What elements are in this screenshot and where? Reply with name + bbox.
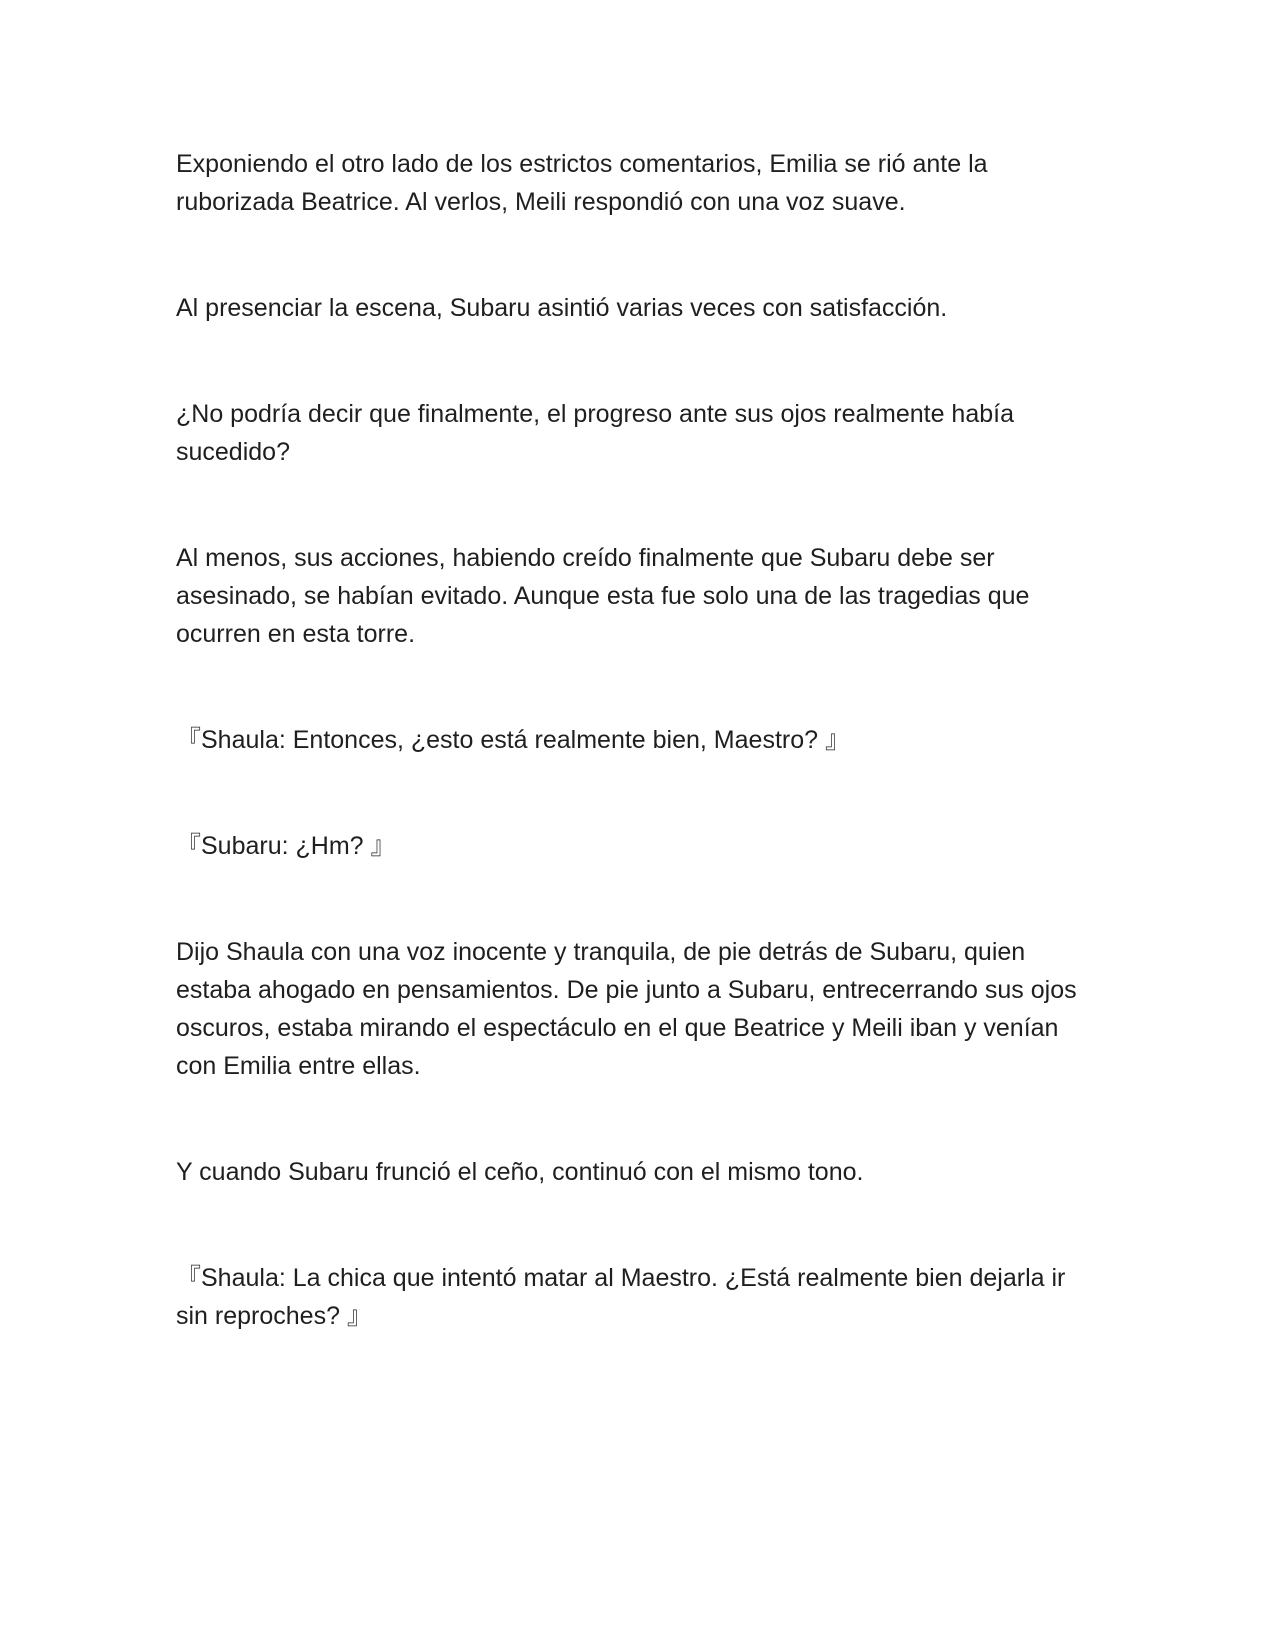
paragraph-5: Dijo Shaula con una voz inocente y tranquila, de pie detrás de Subaru, quien estaba ahogado en pensamientos. De pie junto a Subaru, entrecerrando sus ojos oscuros, estaba mirando el espectáculo en el que Beatrice y Meili iban y venían con Emilia entre ellas. bbox=[176, 938, 1077, 1080]
paragraph-3: ¿No podría decir que finalmente, el progreso ante sus ojos realmente había sucedido? bbox=[176, 400, 1014, 466]
document-page bbox=[176, 145, 1091, 1403]
paragraph-2: Al presenciar la escena, Subaru asintió varias veces con satisfacción. bbox=[176, 294, 948, 322]
paragraph-1: Exponiendo el otro lado de los estrictos comentarios, Emilia se rió ante la ruborizada Beatrice. Al verlos, Meili respondió con una voz suave. bbox=[176, 150, 988, 216]
dialogue-subaru-1: 『Subaru: ¿Hm? 』 bbox=[176, 832, 396, 860]
paragraph-6: Y cuando Subaru frunció el ceño, continuó con el mismo tono. bbox=[176, 1158, 864, 1186]
dialogue-shaula-2: 『Shaula: La chica que intentó matar al Maestro. ¿Está realmente bien dejarla ir sin reproches? 』 bbox=[176, 1264, 1066, 1330]
paragraph-4: Al menos, sus acciones, habiendo creído finalmente que Subaru debe ser asesinado, se habían evitado. Aunque esta fue solo una de las tragedias que ocurren en esta torre. bbox=[176, 544, 1030, 648]
dialogue-shaula-1: 『Shaula: Entonces, ¿esto está realmente bien, Maestro? 』 bbox=[176, 726, 850, 754]
